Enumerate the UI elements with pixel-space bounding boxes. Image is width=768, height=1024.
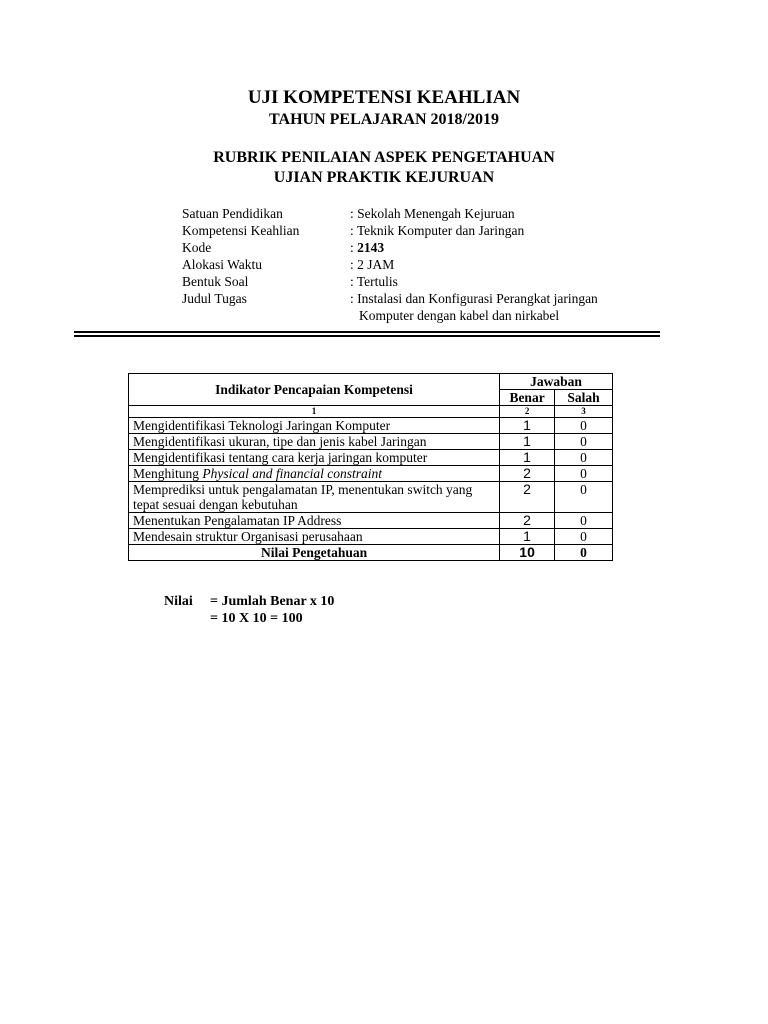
info-value: : Sekolah Menengah Kejuruan	[350, 206, 515, 221]
info-row	[182, 222, 670, 239]
total-row	[129, 545, 613, 561]
info-value: : 2 JAM	[350, 257, 395, 272]
header-indikator: Indikator Pencapaian Kompetensi	[129, 374, 500, 406]
kode-value: 2143	[357, 240, 385, 255]
benar-cell: 2	[500, 482, 555, 513]
table-row	[129, 513, 613, 529]
indikator-italic-text: Physical and financial constraint	[202, 466, 382, 481]
formula-label: Nilai	[164, 594, 193, 609]
indikator-cell: Mengidentifikasi tentang cara kerja jaringan komputer	[129, 450, 500, 466]
info-row	[182, 256, 670, 273]
indikator-cell: Mengidentifikasi Teknologi Jaringan Komputer	[129, 418, 500, 434]
info-row	[182, 205, 670, 222]
info-row	[182, 290, 670, 307]
info-label: Judul Tugas	[182, 291, 247, 306]
info-value-continuation: Komputer dengan kabel dan nirkabel	[359, 308, 560, 323]
column-number: 3	[555, 406, 613, 418]
benar-cell: 2	[500, 466, 555, 482]
formula-row	[164, 610, 334, 627]
salah-cell: 0	[555, 466, 613, 482]
table-row	[129, 466, 613, 482]
salah-cell: 0	[555, 513, 613, 529]
indikator-text: Menghitung	[133, 466, 203, 481]
column-number: 2	[500, 406, 555, 418]
salah-cell: 0	[555, 482, 613, 513]
indikator-cell: Mendesain struktur Organisasi perusahaan	[129, 529, 500, 545]
indikator-cell	[129, 466, 500, 482]
info-label: Bentuk Soal	[182, 274, 249, 289]
total-label: Nilai Pengetahuan	[129, 545, 500, 561]
rubric-title: RUBRIK PENILAIAN ASPEK PENGETAHUAN	[213, 149, 555, 166]
header-jawaban: Jawaban	[500, 374, 613, 390]
divider-line	[74, 335, 660, 337]
table-row	[129, 529, 613, 545]
info-block	[182, 205, 670, 324]
table-header-row	[129, 374, 613, 390]
score-formula	[164, 593, 334, 627]
info-label: Satuan Pendidikan	[182, 206, 283, 221]
divider-line	[74, 331, 660, 333]
header-salah: Salah	[555, 390, 613, 406]
info-label: Kode	[182, 240, 212, 255]
doc-title: UJI KOMPETENSI KEAHLIAN	[247, 87, 521, 108]
salah-cell: 0	[555, 418, 613, 434]
formula-line: = 10 X 10 = 100	[210, 611, 303, 626]
benar-cell: 1	[500, 450, 555, 466]
info-value	[350, 239, 670, 256]
academic-year: TAHUN PELAJARAN 2018/2019	[269, 111, 499, 128]
benar-cell: 2	[500, 513, 555, 529]
info-colon: :	[350, 240, 358, 255]
benar-cell: 1	[500, 418, 555, 434]
table-row	[129, 434, 613, 450]
benar-cell: 1	[500, 529, 555, 545]
benar-cell: 1	[500, 434, 555, 450]
indikator-cell: Memprediksi untuk pengalamatan IP, menentukan switch yang tepat sesuai dengan kebutuhan	[129, 482, 500, 513]
header-benar: Benar	[500, 390, 555, 406]
formula-row	[164, 593, 334, 610]
table-row	[129, 450, 613, 466]
total-benar: 10	[500, 545, 555, 561]
info-label: Alokasi Waktu	[182, 257, 263, 272]
info-row	[182, 273, 670, 290]
info-row	[182, 239, 670, 256]
rubric-table	[128, 373, 613, 561]
salah-cell: 0	[555, 450, 613, 466]
exam-title: UJIAN PRAKTIK KEJURUAN	[273, 169, 495, 186]
column-number-row	[129, 406, 613, 418]
salah-cell: 0	[555, 434, 613, 450]
info-label: Kompetensi Keahlian	[182, 223, 300, 238]
column-number: 1	[129, 406, 500, 418]
formula-line: = Jumlah Benar x 10	[210, 594, 335, 609]
table-row	[129, 418, 613, 434]
indikator-cell: Mengidentifikasi ukuran, tipe dan jenis kabel Jaringan	[129, 434, 500, 450]
total-salah: 0	[555, 545, 613, 561]
salah-cell: 0	[555, 529, 613, 545]
info-value: : Tertulis	[350, 274, 398, 289]
table-row	[129, 482, 613, 513]
info-value: : Instalasi dan Konfigurasi Perangkat jaringan	[350, 291, 598, 306]
info-value: : Teknik Komputer dan Jaringan	[350, 223, 525, 238]
indikator-cell: Menentukan Pengalamatan IP Address	[129, 513, 500, 529]
